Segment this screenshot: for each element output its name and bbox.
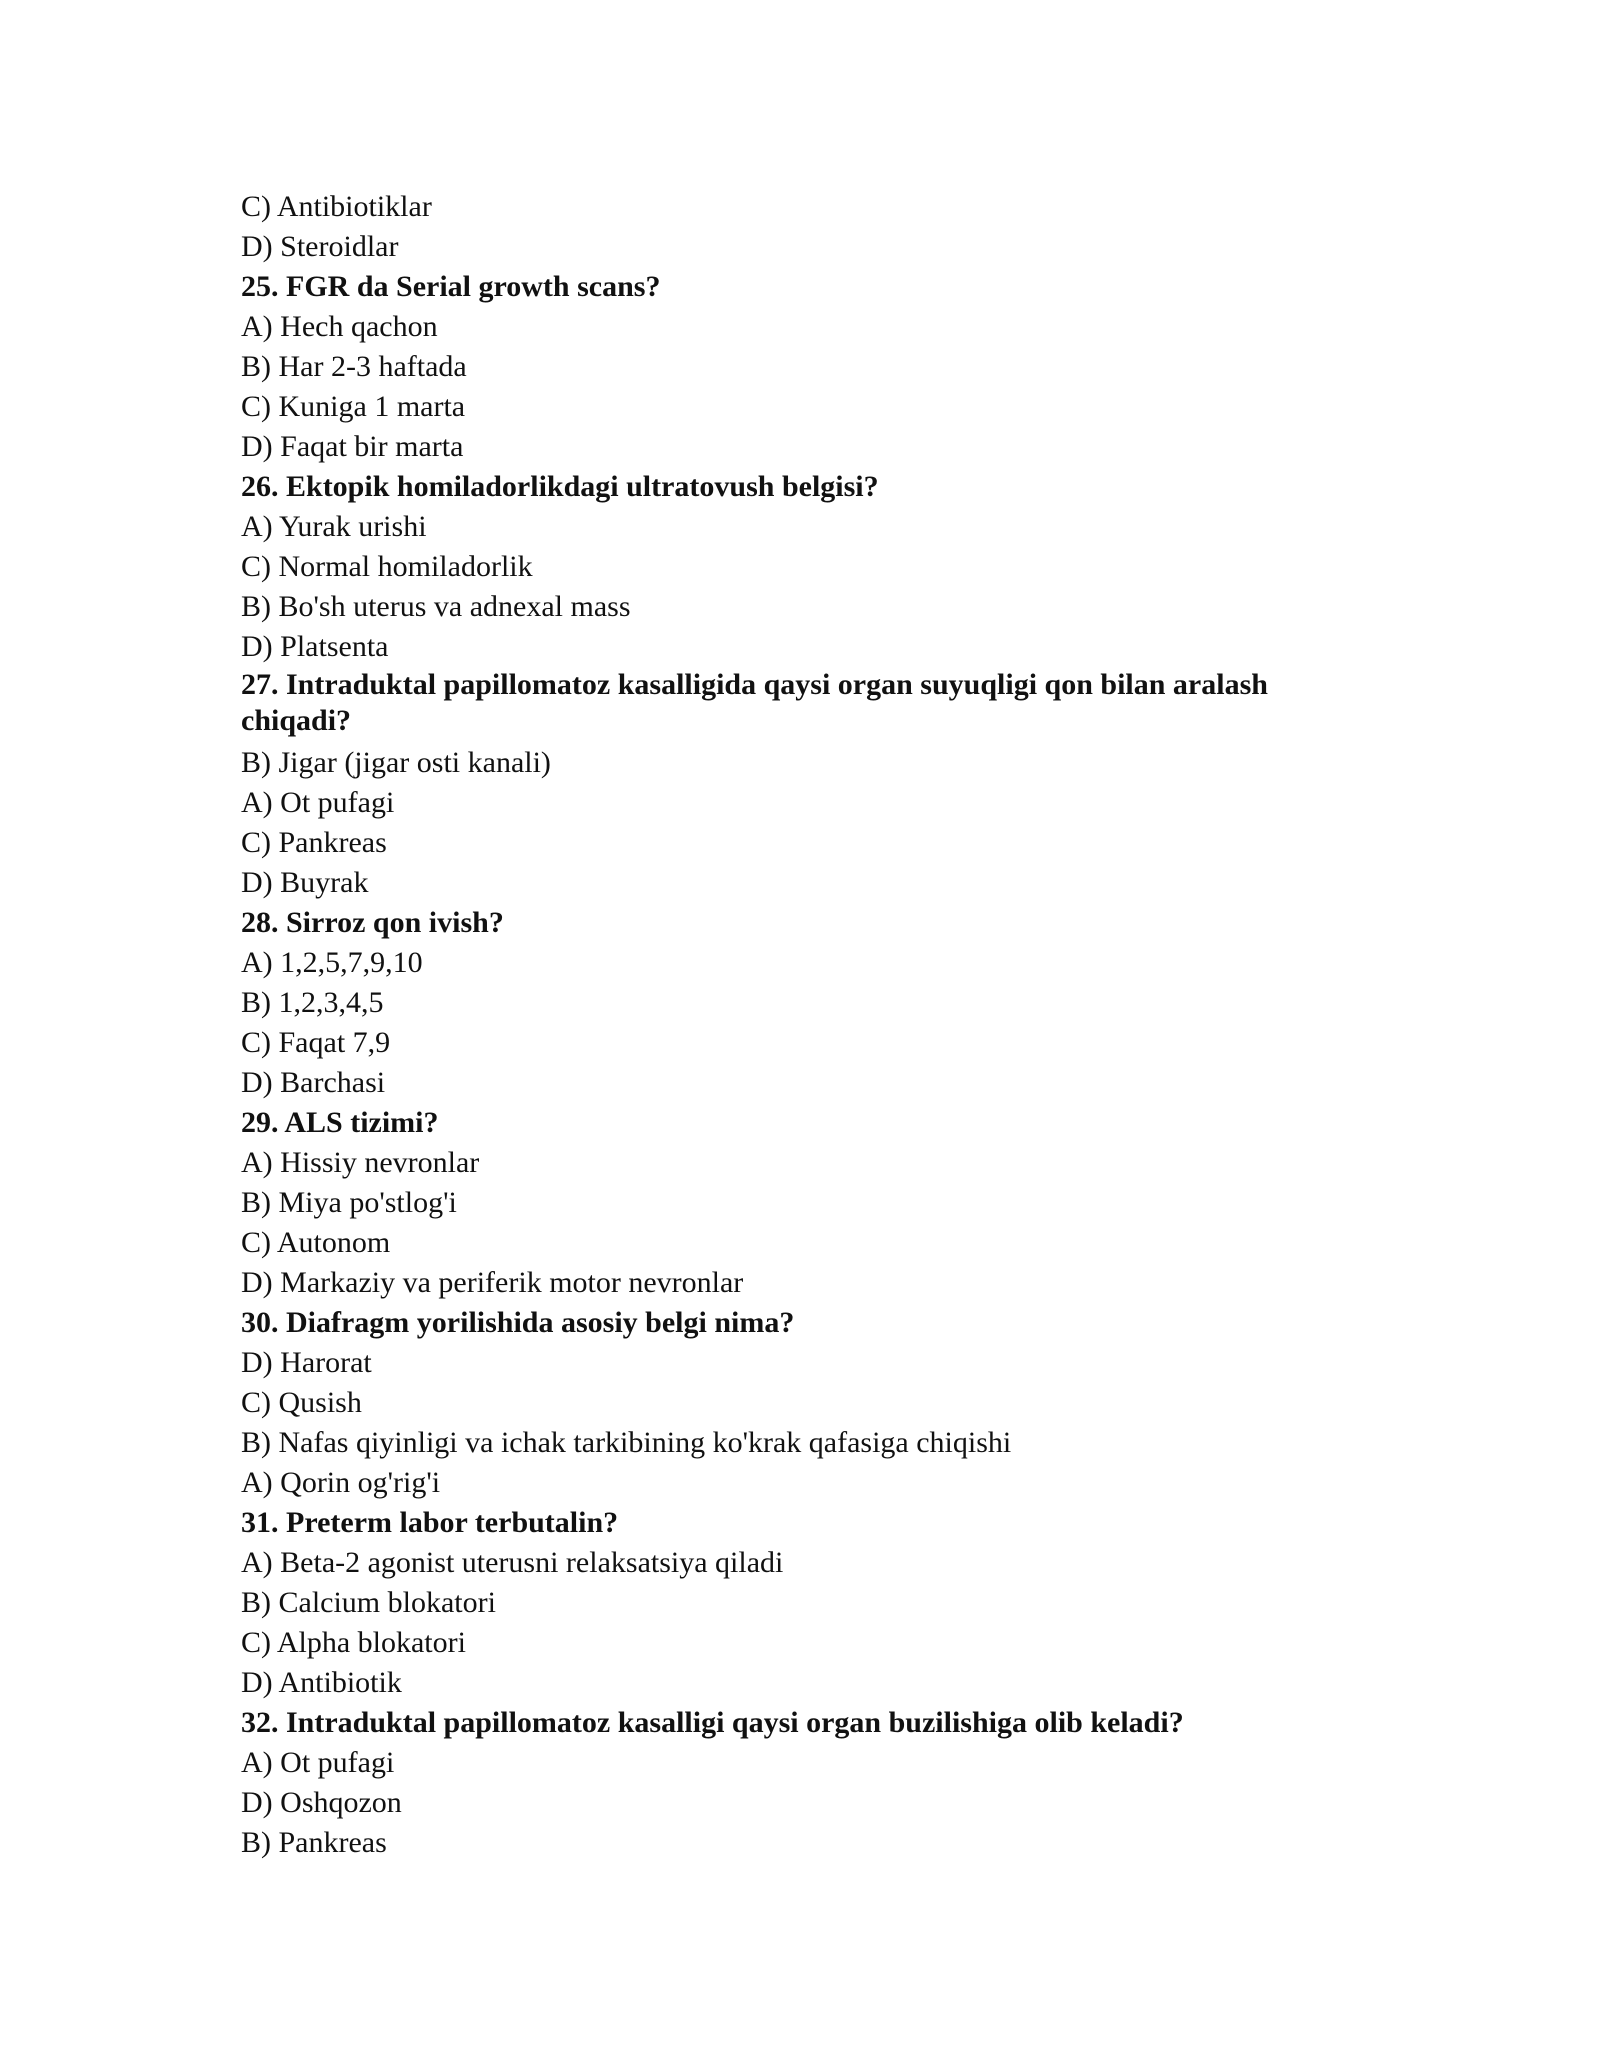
answer-option: D) Oshqozon bbox=[241, 1786, 402, 1819]
answer-option: D) Markaziy va periferik motor nevronlar bbox=[241, 1266, 744, 1299]
answer-option: D) Buyrak bbox=[241, 866, 369, 899]
answer-option: C) Pankreas bbox=[241, 826, 387, 859]
answer-option: C) Kuniga 1 marta bbox=[241, 390, 466, 423]
question-title: 25. FGR da Serial growth scans? bbox=[241, 270, 661, 303]
answer-option: A) Ot pufagi bbox=[241, 786, 395, 819]
question-title: 30. Diafragm yorilishida asosiy belgi nima? bbox=[241, 1306, 795, 1339]
answer-option: D) Platsenta bbox=[241, 630, 389, 663]
question-title: 27. Intraduktal papillomatoz kasalligida qaysi organ suyuqligi qon bilan aralash chiqadi? bbox=[241, 668, 1268, 737]
answer-option: B) Pankreas bbox=[241, 1826, 387, 1859]
answer-option: B) Jigar (jigar osti kanali) bbox=[241, 746, 551, 779]
answer-option: B) Har 2-3 haftada bbox=[241, 350, 467, 383]
answer-option: B) Miya po'stlog'i bbox=[241, 1186, 457, 1219]
answer-option: A) 1,2,5,7,9,10 bbox=[241, 946, 423, 979]
question-title: 31. Preterm labor terbutalin? bbox=[241, 1506, 619, 1539]
answer-option: D) Harorat bbox=[241, 1346, 372, 1379]
answer-option: A) Ot pufagi bbox=[241, 1746, 395, 1779]
answer-option: D) Antibiotik bbox=[241, 1666, 402, 1699]
answer-option: D) Barchasi bbox=[241, 1066, 386, 1099]
answer-option: D) Steroidlar bbox=[241, 230, 399, 263]
document-page bbox=[241, 187, 1371, 1863]
answer-option: B) Bo'sh uterus va adnexal mass bbox=[241, 590, 631, 623]
answer-option: D) Faqat bir marta bbox=[241, 430, 464, 463]
answer-option: B) Calcium blokatori bbox=[241, 1586, 496, 1619]
answer-option: C) Antibiotiklar bbox=[241, 190, 432, 223]
answer-option: B) Nafas qiyinligi va ichak tarkibining ko'krak qafasiga chiqishi bbox=[241, 1426, 1012, 1459]
question-title: 28. Sirroz qon ivish? bbox=[241, 906, 504, 939]
answer-option: A) Hissiy nevronlar bbox=[241, 1146, 480, 1179]
answer-option: A) Hech qachon bbox=[241, 310, 438, 343]
question-title: 32. Intraduktal papillomatoz kasalligi qaysi organ buzilishiga olib keladi? bbox=[241, 1706, 1184, 1739]
question-title: 26. Ektopik homiladorlikdagi ultratovush belgisi? bbox=[241, 470, 879, 503]
answer-option: A) Qorin og'rig'i bbox=[241, 1466, 441, 1499]
answer-option: C) Alpha blokatori bbox=[241, 1626, 466, 1659]
answer-option: C) Qusish bbox=[241, 1386, 362, 1419]
question-title: 29. ALS tizimi? bbox=[241, 1106, 439, 1139]
answer-option: C) Autonom bbox=[241, 1226, 391, 1259]
answer-option: C) Normal homiladorlik bbox=[241, 550, 533, 583]
answer-option: B) 1,2,3,4,5 bbox=[241, 986, 384, 1019]
answer-option: A) Yurak urishi bbox=[241, 510, 427, 543]
answer-option: C) Faqat 7,9 bbox=[241, 1026, 391, 1059]
answer-option: A) Beta-2 agonist uterusni relaksatsiya qiladi bbox=[241, 1546, 784, 1579]
